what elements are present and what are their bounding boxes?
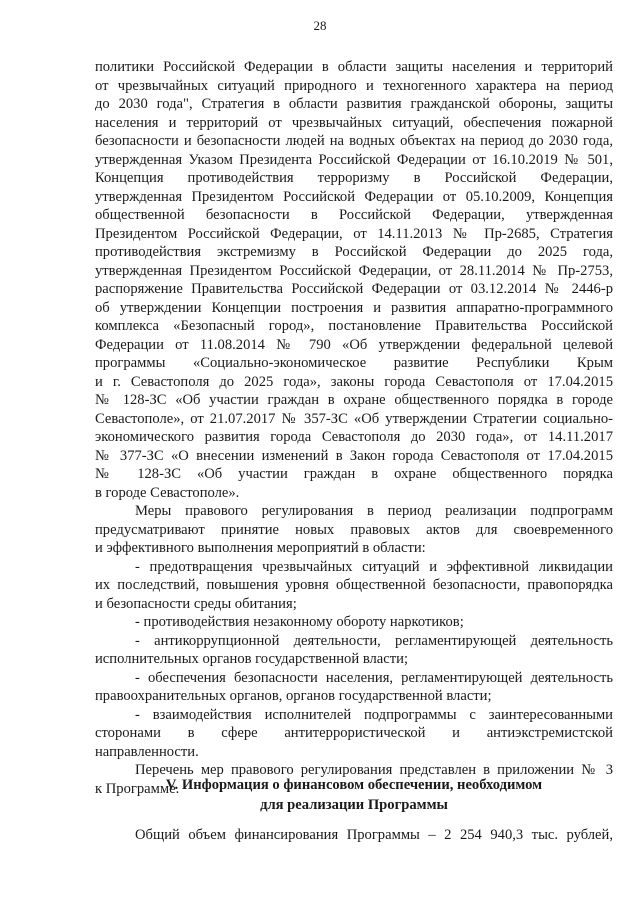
text-line: Федерации от 11.08.2014 № 790 «Об утверждении федеральной целевой	[95, 336, 613, 353]
text-line: их последствий, повышения уровня общественной безопасности, правопорядка	[95, 577, 613, 593]
text-line: Перечень мер правового регулирования представлен в приложении № 3	[135, 762, 613, 778]
text-line: об утверждении Концепции построения и развития аппаратно-программного	[95, 299, 613, 316]
text-line: № 128-ЗС «Об участии граждан в охране общественного порядка в городе	[95, 392, 613, 408]
text-line: сторонами в сфере антитеррористической и антиэкстремистской	[95, 725, 613, 741]
text-line: № 128-ЗС «Об участии граждан в охране общественного порядка	[95, 466, 613, 482]
text-line: Президентом Российской Федерации, от 14.11.2013 № Пр-2685, Стратегия	[95, 225, 613, 242]
text-line: утвержденная Указом Президента Российской Федерации от 16.10.2019 № 501,	[95, 151, 613, 168]
text-line: правоохранительных органов, органов государственной власти;	[95, 688, 492, 704]
text-line: политики Российской Федерации в области защиты населения и территорий	[95, 59, 613, 75]
list-item	[95, 669, 613, 706]
list-item	[95, 613, 613, 632]
page-number: 28	[313, 18, 327, 33]
text-line: от чрезвычайных ситуаций природного и техногенного характера на период	[95, 77, 613, 94]
text-line: утвержденная Президентом Российской Федерации, от 28.11.2014 № Пр-2753,	[95, 262, 613, 279]
paragraph-regulation-measures	[95, 502, 613, 558]
list-item	[95, 558, 613, 614]
text-line: распоряжение Правительства Российской Федерации от 03.12.2014 № 2446-р	[95, 281, 613, 297]
list-item	[95, 706, 613, 762]
text-line: утвержденная Президентом Российской Федерации от 05.10.2009, Концепция	[95, 188, 613, 205]
text-line: - противодействия незаконному обороту наркотиков;	[135, 614, 464, 630]
text-line: - антикоррупционной деятельности, регламентирующей деятельность	[135, 632, 613, 649]
text-line: - предотвращения чрезвычайных ситуаций и эффективной ликвидации	[135, 558, 613, 575]
text-line: общественной безопасности в Российской Федерации, утвержденная	[95, 207, 613, 223]
text-line: к Программе.	[95, 780, 180, 797]
text-line: Концепция противодействия терроризму в Российской Федерации,	[95, 170, 613, 186]
text-line: - взаимодействия исполнителей подпрограммы с заинтересованными	[135, 706, 613, 723]
text-line: противодействия экстремизму в Российской Федерации до 2025 года,	[95, 244, 613, 260]
text-line: Севастополе», от 21.07.2017 № 357-ЗС «Об утверждении Стратегии социально-	[95, 410, 613, 427]
body-text	[95, 58, 613, 798]
text-line: комплекса «Безопасный город», постановление Правительства Российской	[95, 318, 613, 334]
text-line: в городе Севастополе».	[95, 484, 240, 501]
text-line: безопасности и безопасности людей на водных объектах на период до 2030 года,	[95, 133, 613, 149]
text-line: № 377-ЗС «О внесении изменений в Закон города Севастополя от 17.04.2015	[95, 447, 613, 464]
heading-line: для реализации Программы	[260, 797, 448, 813]
text-line: экономического развития города Севастополя до 2030 года», от 14.11.2017	[95, 429, 613, 445]
text-line: Общий объем финансирования Программы – 2 254 940,3 тыс. рублей,	[135, 827, 613, 843]
section-heading	[95, 775, 613, 815]
text-line: предусматривают принятие новых правовых актов для своевременного	[95, 521, 613, 538]
text-line: исполнительных органов государственной власти;	[95, 651, 408, 667]
heading-line: V. Информация о финансовом обеспечении, необходимом	[165, 777, 543, 793]
text-line: и г. Севастополя до 2025 года», законы города Севастополя от 17.04.2015	[95, 373, 613, 390]
text-line: программы «Социально-экономическое развитие Республики Крым	[95, 355, 613, 371]
list-item	[95, 632, 613, 669]
paragraph-legal-basis	[95, 58, 613, 502]
text-line: до 2030 года", Стратегия в области развития гражданской обороны, защиты	[95, 96, 613, 112]
text-line: - обеспечения безопасности населения, регламентирующей деятельность	[135, 669, 613, 686]
text-line: направленности.	[95, 743, 199, 760]
paragraph-financing	[95, 826, 613, 845]
text-line: Меры правового регулирования в период реализации подпрограмм	[135, 503, 613, 519]
text-line: и безопасности среды обитания;	[95, 595, 297, 612]
text-line: и эффективного выполнения мероприятий в области:	[95, 540, 426, 556]
text-line: населения и территорий от чрезвычайных ситуаций, обеспечения пожарной	[95, 114, 613, 131]
